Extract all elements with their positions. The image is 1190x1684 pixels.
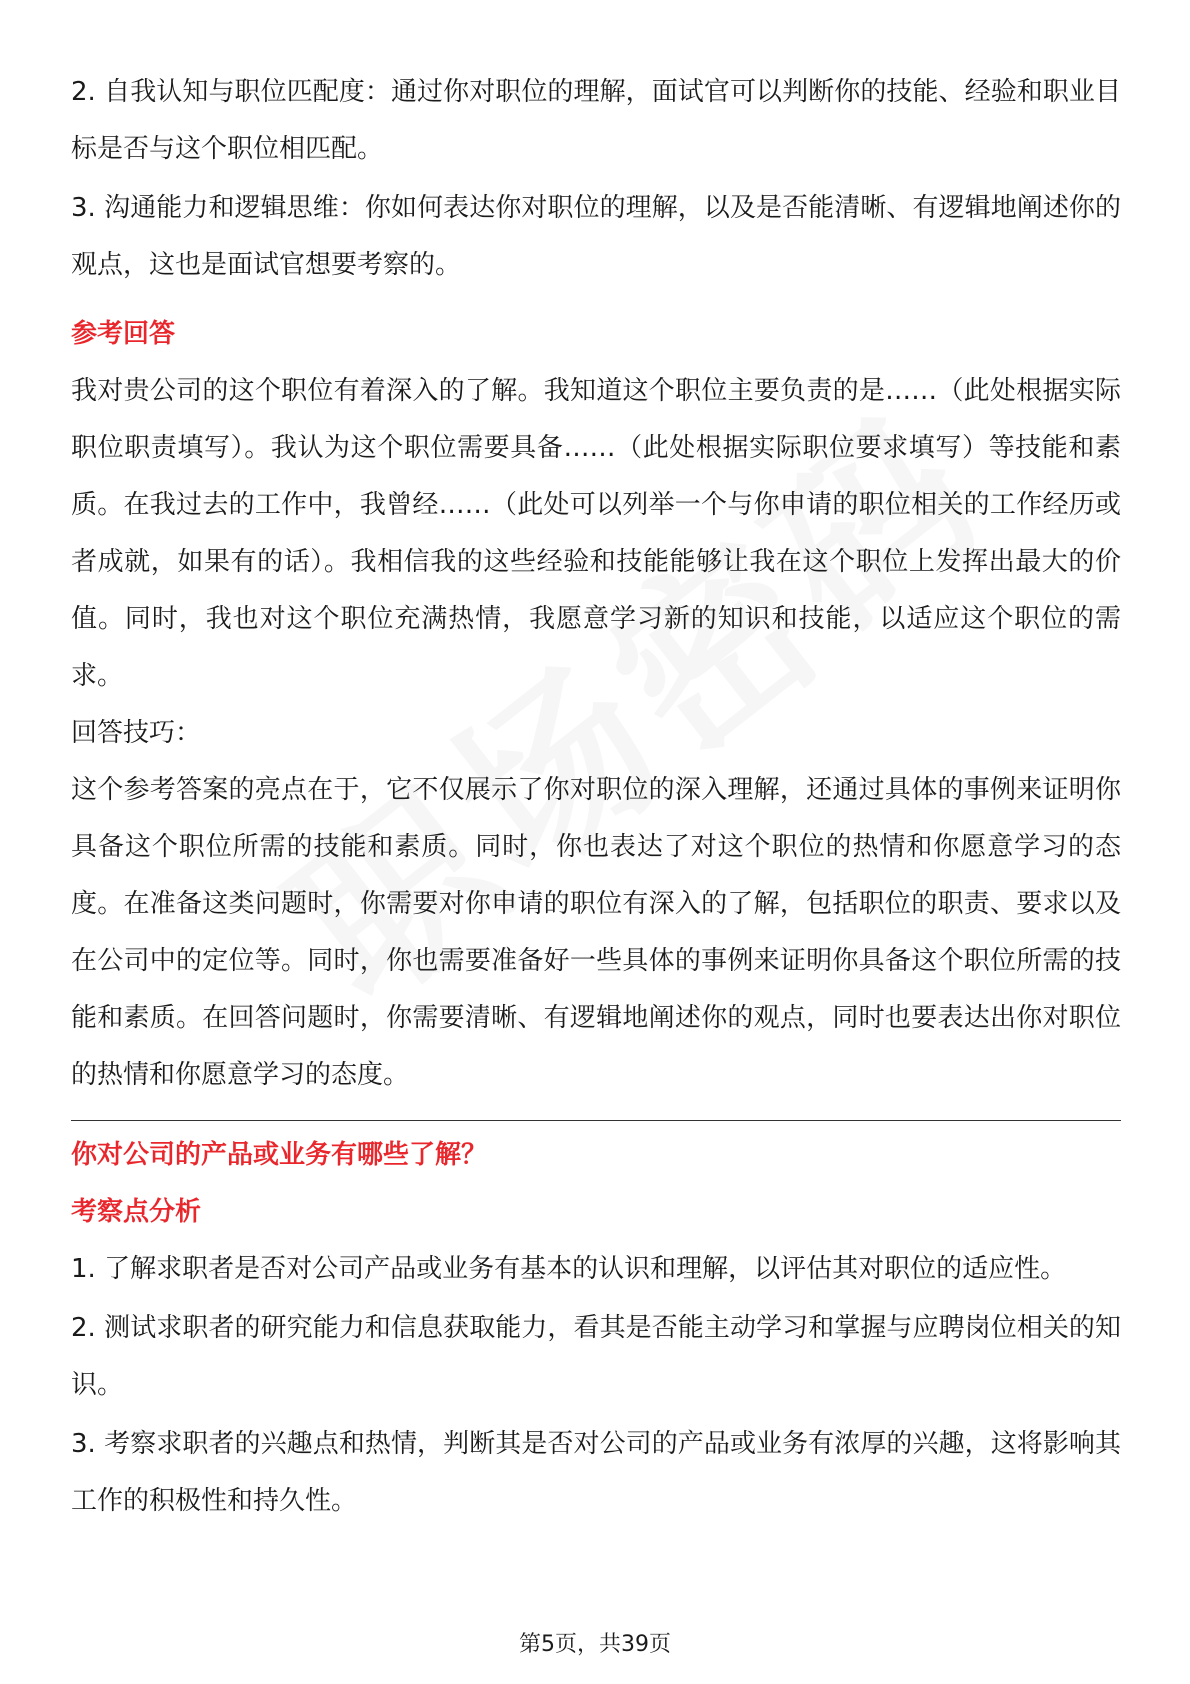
section1-point-2: 2. 自我认知与职位匹配度：通过你对职位的理解，面试官可以判断你的技能、经验和职业目标是否与这个职位相匹配。 <box>71 77 1121 164</box>
analysis-point-3: 3. 考察求职者的兴趣点和热情，判断其是否对公司的产品或业务有浓厚的兴趣，这将影响其工作的积极性和持久性。 <box>71 1429 1121 1516</box>
reference-answer-heading: 参考回答 <box>71 319 176 349</box>
page-content <box>71 64 1121 1530</box>
reference-answer-text: 我对贵公司的这个职位有着深入的了解。我知道这个职位主要负责的是……（此处根据实际职位职责填写）。我认为这个职位需要具备……（此处根据实际职位要求填写）等技能和素质。在我过去的工作中，我曾经……（此处可以列举一个与你申请的职位相关的工作经历或者成就，如果有的话）。我相信我的这些经验和技能能够让我在这个职位上发挥出最大的价值。同时，我也对这个职位充满热情，我愿意学习新的知识和技能，以适应这个职位的需求。 <box>71 376 1121 691</box>
analysis-point-2: 2. 测试求职者的研究能力和信息获取能力，看其是否能主动学习和掌握与应聘岗位相关的知识。 <box>71 1313 1121 1400</box>
answer-tips-text: 这个参考答案的亮点在于，它不仅展示了你对职位的深入理解，还通过具体的事例来证明你具备这个职位所需的技能和素质。同时，你也表达了对这个职位的热情和你愿意学习的态度。在准备这类问题时，你需要对你申请的职位有深入的了解，包括职位的职责、要求以及在公司中的定位等。同时，你也需要准备好一些具体的事例来证明你具备这个职位所需的技能和素质。在回答问题时，你需要清晰、有逻辑地阐述你的观点，同时也要表达出你对职位的热情和你愿意学习的态度。 <box>71 775 1121 1090</box>
question-heading: 你对公司的产品或业务有哪些了解？ <box>71 1140 488 1170</box>
answer-tips-label: 回答技巧： <box>71 718 202 748</box>
section-divider <box>71 1120 1121 1121</box>
analysis-point-1: 1. 了解求职者是否对公司产品或业务有基本的认识和理解，以评估其对职位的适应性。 <box>71 1254 1067 1284</box>
page-number: 第5页，共39页 <box>519 1632 671 1657</box>
analysis-heading: 考察点分析 <box>71 1197 202 1227</box>
section1-point-3: 3. 沟通能力和逻辑思维：你如何表达你对职位的理解，以及是否能清晰、有逻辑地阐述你的观点，这也是面试官想要考察的。 <box>71 193 1121 280</box>
